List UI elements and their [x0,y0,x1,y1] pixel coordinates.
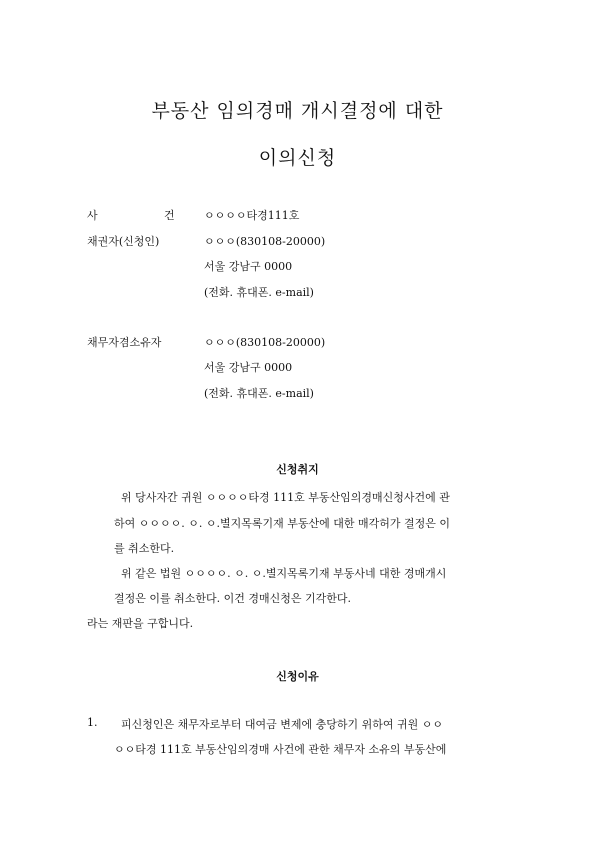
purpose-line: 위 당사자간 귀원 ㅇㅇㅇㅇ타경 111호 부동산임의경매신청사건에 관 [121,491,450,504]
reason-heading: 신청이유 [276,670,319,683]
creditor-contact: (전화. 휴대폰. e-mail) [204,286,314,299]
purpose-line: 를 취소한다. [114,542,175,555]
creditor-name: ㅇㅇㅇ(830108-20000) [204,235,326,248]
case-label-char2: 건 [164,209,175,222]
document-title-line1: 부동산 임의경매 개시결정에 대한 [151,100,444,122]
creditor-label: 채권자(신청인) [87,235,160,248]
purpose-line: 위 같은 법원 ㅇㅇㅇㅇ. ㅇ. ㅇ.별지목록기재 부동사네 대한 경매개시 [121,567,447,580]
purpose-heading: 신청취지 [276,463,319,476]
debtor-contact: (전화. 휴대폰. e-mail) [204,387,314,400]
debtor-address: 서울 강남구 0000 [204,361,293,374]
creditor-address: 서울 강남구 0000 [204,260,293,273]
reason-line: 피신청인은 채무자로부터 대여금 변제에 충당하기 위하여 귀원 ㅇㅇ [121,718,444,731]
purpose-line: 하여 ㅇㅇㅇㅇ. ㅇ. ㅇ.별지목록기재 부동산에 대한 매각허가 결정은 이 [114,517,450,530]
purpose-closing: 라는 재판을 구합니다. [87,617,194,630]
reason-item-number: 1. [87,716,98,729]
case-label-char1: 사 [87,209,98,222]
debtor-label: 채무자겸소유자 [87,336,162,349]
purpose-line: 결정은 이를 취소한다. 이건 경매신청은 기각한다. [114,592,351,605]
document-title-line2: 이의신청 [258,147,337,169]
debtor-name: ㅇㅇㅇ(830108-20000) [204,336,326,349]
case-number: ㅇㅇㅇㅇ타경111호 [204,209,300,222]
reason-line: ㅇㅇ타경 111호 부동산임의경매 사건에 관한 채무자 소유의 부동산에 [114,743,447,756]
